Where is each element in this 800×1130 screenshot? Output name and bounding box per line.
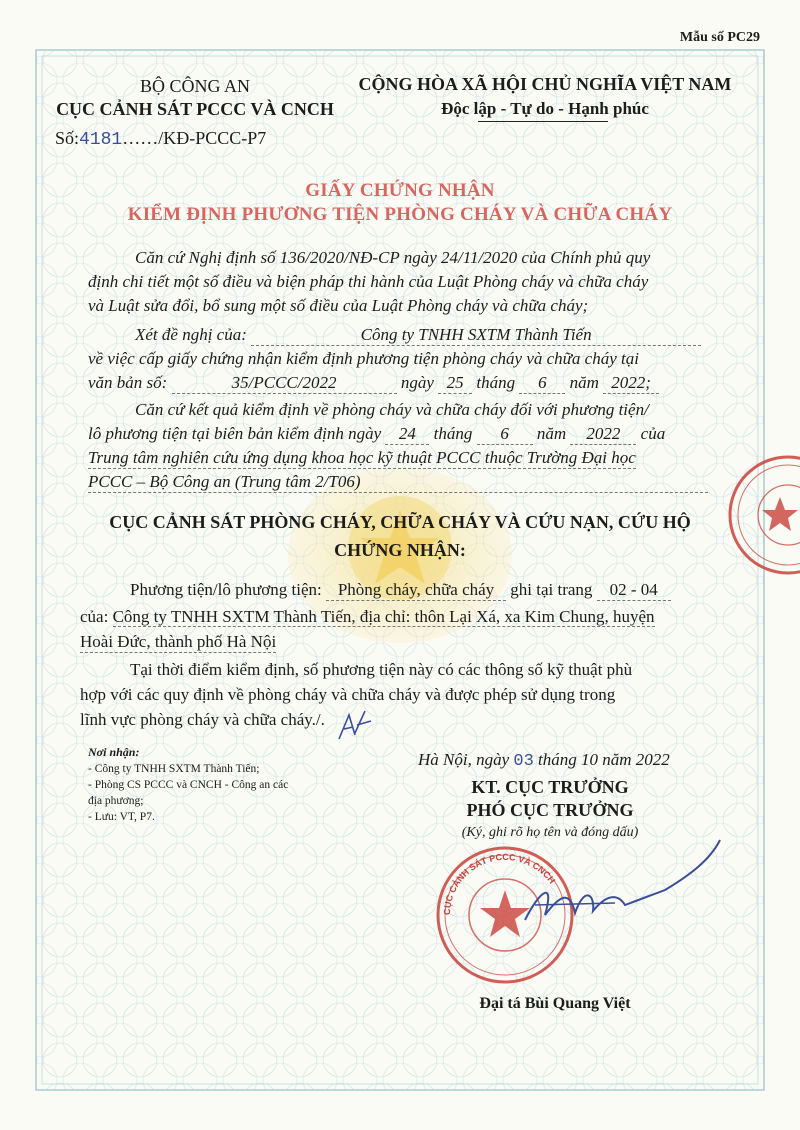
place-date-suffix: tháng 10 năm 2022: [538, 750, 670, 769]
ministry-name: BỘ CÔNG AN: [139, 76, 250, 96]
title-line1: GIẤY CHỨNG NHẬN: [305, 180, 495, 201]
result-line1: Căn cứ kết quả kiểm định về phòng cháy và chữa cháy đối với phương tiện/: [135, 400, 649, 419]
signatory-for: KT. CỤC TRƯỞNG: [471, 777, 629, 797]
recipient-item: địa phương;: [88, 795, 144, 807]
number-handwritten: 4181: [79, 130, 123, 150]
initial-mark: [335, 705, 375, 745]
doc-number: 35/PCCC/2022: [172, 373, 397, 394]
title-line2: KIỂM ĐỊNH PHƯƠNG TIỆN PHÒNG CHÁY VÀ CHỮA CHÁY: [127, 204, 673, 225]
proposal-company: Công ty TNHH SXTM Thành Tiến: [251, 325, 701, 346]
owner-line1: Công ty TNHH SXTM Thành Tiến, địa chỉ: thôn Lại Xá, xa Kim Chung, huyện: [112, 607, 655, 626]
owner-line2: Hoài Đức, thành phố Hà Nội: [80, 632, 277, 651]
item-label: Phương tiện/lô phương tiện:: [130, 580, 322, 599]
form-code: Mẫu số PC29: [679, 30, 760, 45]
overlap-seal: [718, 450, 800, 580]
recipients-list: [88, 761, 288, 825]
conclusion-line3: lĩnh vực phòng cháy và chữa cháy./.: [80, 710, 325, 729]
item-value: Phòng cháy, chữa cháy: [326, 580, 506, 601]
result-day: 24: [385, 424, 429, 445]
result-text: lô phương tiện tại biên bản kiểm định ngày: [88, 424, 382, 443]
doc-year: 2022;: [603, 373, 659, 394]
proposal-line3: [88, 373, 659, 394]
place-date-prefix: Hà Nội, ngày: [418, 750, 510, 769]
recipients-title: Nơi nhận:: [88, 745, 140, 759]
doc-month: 6: [519, 373, 565, 394]
result-org-line2: PCCC – Bộ Công an (Trung tâm 2/T06): [88, 472, 708, 493]
recipient-item: - Công ty TNHH SXTM Thành Tiến;: [88, 763, 260, 775]
signer-name: Đại tá Bùi Quang Việt: [479, 995, 631, 1012]
result-org-line1: Trung tâm nghiên cứu ứng dụng khoa học kỹ thuật PCCC thuộc Trường Đại học: [88, 448, 636, 467]
result-line2: [88, 424, 665, 445]
motto: Độc lập - Tự do - Hạnh phúc: [441, 99, 649, 118]
basis-line2: định chi tiết một số điều và biện pháp thi hành của Luật Phòng cháy và chữa cháy: [88, 272, 649, 291]
department-name: CỤC CẢNH SÁT PCCC VÀ CNCH: [56, 99, 334, 119]
page-label: ghi tại trang: [510, 580, 593, 599]
result-of: của: [640, 424, 666, 443]
handwritten-signature: [515, 835, 725, 945]
page-value: 02 - 04: [597, 580, 671, 601]
country-name: CỘNG HÒA XÃ HỘI CHỦ NGHĨA VIỆT NAM: [358, 74, 732, 94]
number-suffix: ……/KĐ-PCCC-P7: [122, 128, 267, 148]
month-label: tháng: [476, 373, 516, 392]
result-year-label: năm: [536, 424, 567, 443]
result-year: 2022: [570, 424, 636, 445]
proposal-line1: [135, 325, 701, 346]
conclusion-line1: Tại thời điểm kiểm định, số phương tiện này có các thông số kỹ thuật phù: [130, 660, 633, 679]
proposal-label: Xét đề nghị của:: [135, 325, 247, 344]
year-label: năm: [569, 373, 599, 392]
proposal-line2: về việc cấp giấy chứng nhận kiểm định phương tiện phòng cháy và chữa cháy tại: [88, 349, 639, 368]
conclusion-line2: hợp với các quy định về phòng cháy và chữa cháy và được phép sử dụng trong: [80, 685, 616, 704]
day-label: ngày: [400, 373, 434, 392]
owner-of-label: của:: [80, 607, 109, 626]
document-number: [55, 128, 266, 150]
result-month-label: tháng: [433, 424, 473, 443]
result-month: 6: [477, 424, 533, 445]
doc-day: 25: [438, 373, 472, 394]
basis-line3: và Luật sửa đổi, bổ sung một số điều của Luật Phòng cháy và chữa cháy;: [88, 296, 589, 315]
certified-line2: [80, 607, 655, 627]
authority-name: CỤC CẢNH SÁT PHÒNG CHÁY, CHỮA CHÁY VÀ CỨU NẠN, CỨU HỘ: [109, 512, 691, 532]
number-prefix: Số:: [55, 128, 80, 148]
certifies-heading: CHỨNG NHẬN:: [334, 540, 466, 560]
motto-underline: [478, 121, 608, 122]
signature-instruction: (Ký, ghi rõ họ tên và đóng dấu): [461, 825, 639, 840]
seal-ring-text: CỤC CẢNH SÁT PCCC VÀ CNCH: [441, 851, 558, 916]
basis-line1: Căn cứ Nghị định số 136/2020/NĐ-CP ngày 24/11/2020 của Chính phủ quy: [135, 248, 651, 267]
recipient-item: - Lưu: VT, P7.: [88, 811, 155, 823]
recipient-item: - Phòng CS PCCC và CNCH - Công an các: [88, 779, 289, 791]
certified-line1: [130, 580, 671, 601]
signatory-position: PHÓ CỤC TRƯỞNG: [466, 800, 634, 820]
doc-label: văn bản số:: [88, 373, 168, 392]
place-date: [418, 750, 670, 771]
date-day-handwritten: 03: [513, 752, 534, 771]
